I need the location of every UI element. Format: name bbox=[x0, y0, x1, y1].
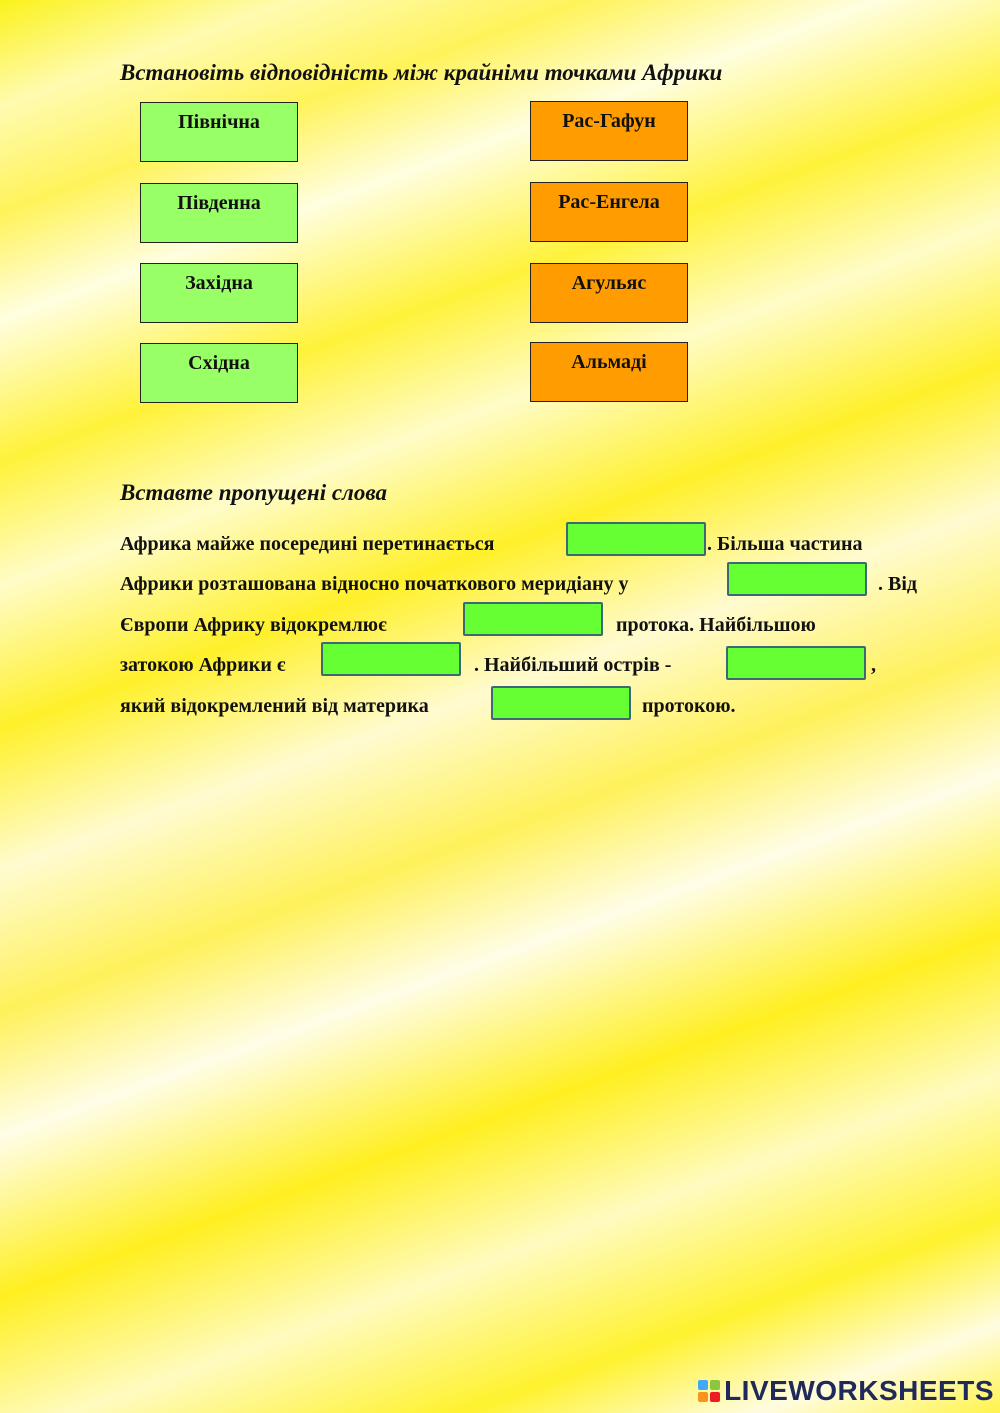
sentence-5-start: який відокремлений від материка bbox=[120, 695, 429, 717]
fill-in-title: Вставте пропущені слова bbox=[120, 480, 387, 505]
sentence-4-end: , bbox=[871, 654, 876, 676]
sentence-2-start: Африки розташована відносно початкового меридіану у bbox=[120, 573, 629, 595]
match-right-2[interactable]: Рас-Енгела bbox=[530, 182, 688, 242]
match-right-3[interactable]: Агульяс bbox=[530, 263, 688, 323]
match-left-south[interactable]: Південна bbox=[140, 183, 298, 243]
sentence-2-end: . Від bbox=[878, 573, 918, 595]
match-right-1[interactable]: Рас-Гафун bbox=[530, 101, 688, 161]
blank-4-input[interactable] bbox=[321, 642, 461, 676]
matching-title: Встановіть відповідність між крайніми точками Африки bbox=[120, 60, 723, 85]
sentence-3-end: протока. Найбільшою bbox=[616, 614, 816, 636]
sentence-4-mid: . Найбільший острів - bbox=[474, 654, 672, 676]
sentence-1-start: Африка майже посередині перетинається bbox=[120, 533, 495, 555]
blank-6-input[interactable] bbox=[491, 686, 631, 720]
match-left-east[interactable]: Східна bbox=[140, 343, 298, 403]
blank-2-input[interactable] bbox=[727, 562, 867, 596]
liveworksheets-logo bbox=[698, 1375, 994, 1407]
blank-3-input[interactable] bbox=[463, 602, 603, 636]
brand-name: LIVEWORKSHEETS bbox=[724, 1375, 994, 1406]
match-right-4[interactable]: Альмаді bbox=[530, 342, 688, 402]
sentence-3-start: Європи Африку відокремлює bbox=[120, 614, 387, 636]
sentence-5-end: протокою. bbox=[642, 695, 736, 717]
match-left-north[interactable]: Північна bbox=[140, 102, 298, 162]
blank-5-input[interactable] bbox=[726, 646, 866, 680]
sentence-1-end: . Більша частина bbox=[707, 533, 863, 555]
match-left-west[interactable]: Західна bbox=[140, 263, 298, 323]
blank-1-input[interactable] bbox=[566, 522, 706, 556]
sentence-4-start: затокою Африки є bbox=[120, 654, 286, 676]
liveworksheets-logo-icon bbox=[698, 1380, 720, 1402]
